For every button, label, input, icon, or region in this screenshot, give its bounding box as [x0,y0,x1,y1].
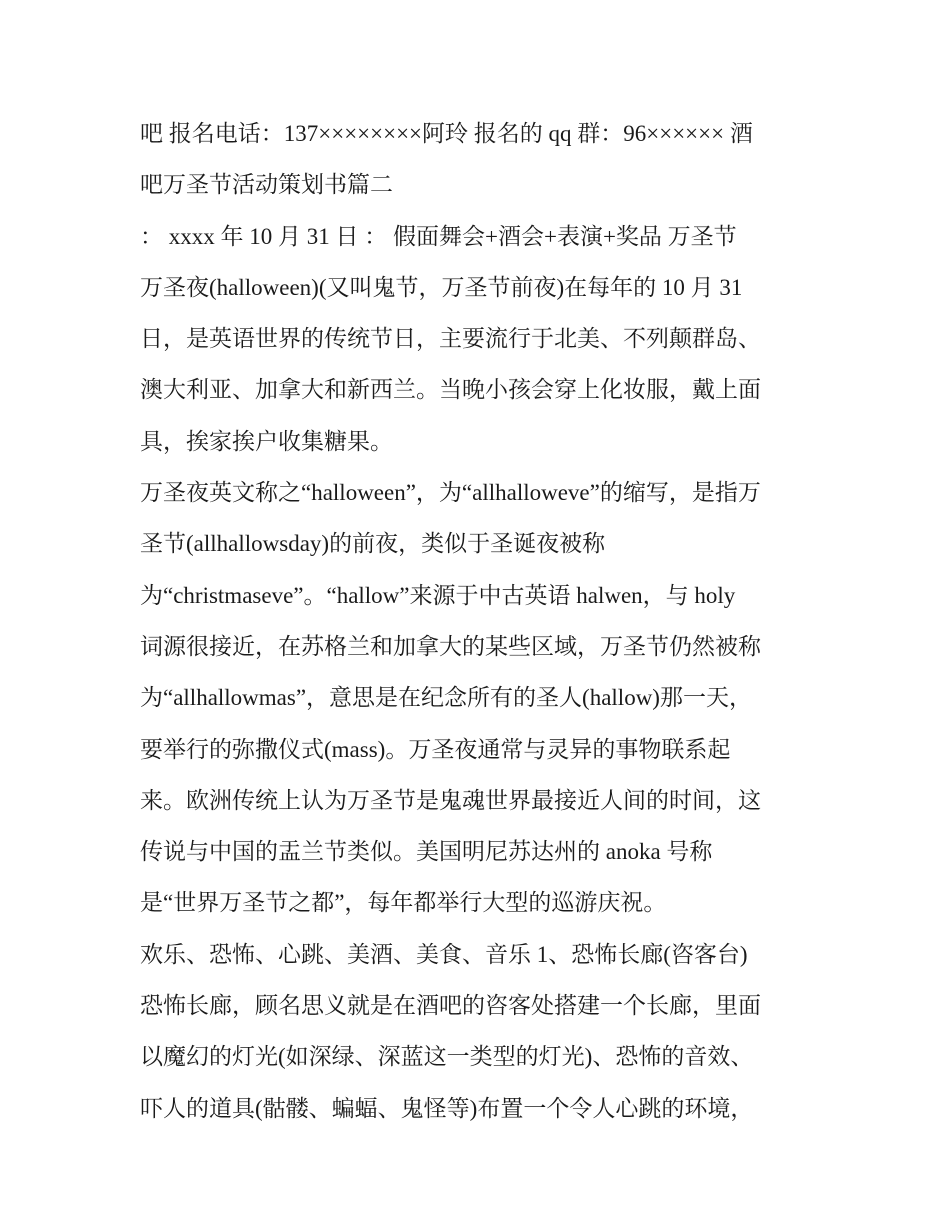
text-line: 要举行的弥撒仪式(mass)。万圣夜通常与灵异的事物联系起 [140,736,731,762]
text-line: 圣节(allhallowsday)的前夜，类似于圣诞夜被称 [140,531,606,557]
text-line: 是“世界万圣节之都”，每年都举行大型的巡游庆祝。 [140,890,667,916]
text-line: 吧万圣节活动策划书篇二 [140,172,393,198]
text-line: 吧 报名电话：137××××××××阿玲 报名的 qq 群：96×××××× 酒 [140,121,753,146]
text-line: 吓人的道具(骷髅、蝙蝠、鬼怪等)布置一个令人心跳的环境， [140,1095,754,1121]
text-line: 欢乐、恐怖、心跳、美酒、美食、音乐 1、恐怖长廊(咨客台) [140,941,748,967]
text-line: 万圣夜英文称之“halloween”，为“allhalloweve”的缩写，是指万 [140,480,761,506]
text-line: ： xxxx 年 10 月 31 日 ： 假面舞会+酒会+表演+奖品 万圣节 [140,223,737,249]
text-line: 恐怖长廊，顾名思义就是在酒吧的咨客处搭建一个长廊，里面 [140,993,761,1019]
text-line: 为“allhallowmas”，意思是在纪念所有的圣人(hallow)那一天， [140,685,752,711]
text-line: 传说与中国的盂兰节类似。美国明尼苏达州的 anoka 号称 [140,839,713,865]
document-body [140,108,820,1134]
text-line: 以魔幻的灯光(如深绿、深蓝这一类型的灯光)、恐怖的音效、 [140,1044,754,1070]
text-line: 日，是英语世界的传统节日，主要流行于北美、不列颠群岛、 [140,326,761,352]
text-line: 来。欧洲传统上认为万圣节是鬼魂世界最接近人间的时间，这 [140,787,761,813]
text-line: 万圣夜(halloween)(又叫鬼节，万圣节前夜)在每年的 10 月 31 [140,274,743,300]
text-line: 澳大利亚、加拿大和新西兰。当晚小孩会穿上化妆服，戴上面 [140,377,761,403]
text-line: 具，挨家挨户收集糖果。 [140,428,393,454]
text-line: 词源很接近，在苏格兰和加拿大的某些区域，万圣节仍然被称 [140,633,761,659]
text-line: 为“christmaseve”。“hallow”来源于中古英语 halwen，与 holy [140,582,736,608]
